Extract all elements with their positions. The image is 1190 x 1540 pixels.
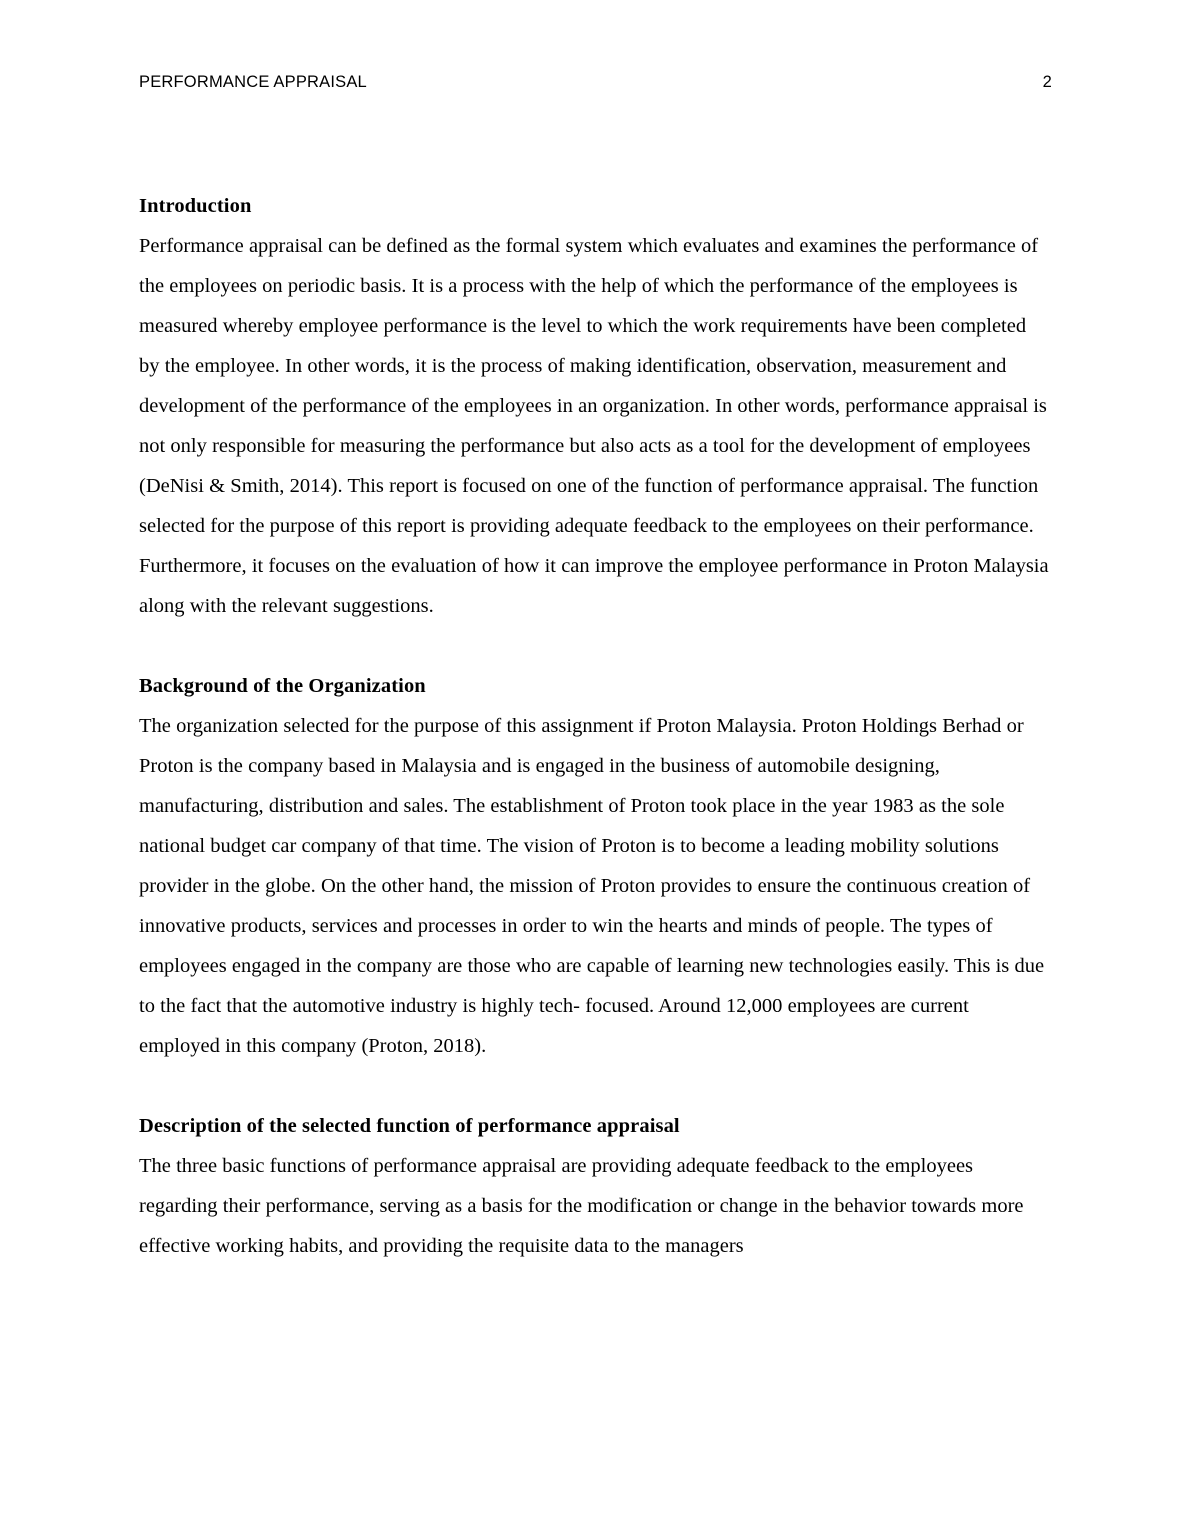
section-heading: Introduction bbox=[139, 195, 252, 217]
section-paragraph: Performance appraisal can be defined as the formal system which evaluates and examines the performance of the employees on periodic basis. It is a process with the help of which the performance of the employees is measured whereby employee performance is the level to which the work requirements have been completed by the employee. In other words, it is the process of making identification, observation, measurement and development of the performance of the employees in an organization. In other words, performance appraisal is not only responsible for measuring the performance but also acts as a tool for the development of employees (DeNisi & Smith, 2014). This report is focused on one of the function of performance appraisal. The function selected for the purpose of this report is providing adequate feedback to the employees on their performance. Furthermore, it focuses on the evaluation of how it can improve the employee performance in Proton Malaysia along with the relevant suggestions. bbox=[139, 235, 1049, 617]
section-introduction bbox=[139, 186, 1049, 626]
section-paragraph: The three basic functions of performance appraisal are providing adequate feedback to the employees regarding their performance, serving as a basis for the modification or change in the behavior towards more effective working habits, and providing the requisite data to the managers bbox=[139, 1155, 1024, 1257]
document-body bbox=[139, 186, 1049, 1266]
running-header bbox=[139, 70, 1052, 94]
section-background-of-the-organization bbox=[139, 666, 1049, 1066]
page-number: 2 bbox=[1042, 73, 1052, 91]
running-header-title: PERFORMANCE APPRAISAL bbox=[139, 73, 367, 91]
section-heading: Background of the Organization bbox=[139, 675, 426, 697]
section-heading: Description of the selected function of performance appraisal bbox=[139, 1115, 680, 1137]
section-description-of-selected-function bbox=[139, 1106, 1049, 1266]
section-paragraph: The organization selected for the purpose of this assignment if Proton Malaysia. Proton Holdings Berhad or Proton is the company based in Malaysia and is engaged in the business of automobile designing, manufacturing, distribution and sales. The establishment of Proton took place in the year 1983 as the sole national budget car company of that time. The vision of Proton is to become a leading mobility solutions provider in the globe. On the other hand, the mission of Proton provides to ensure the continuous creation of innovative products, services and processes in order to win the hearts and minds of people. The types of employees engaged in the company are those who are capable of learning new technologies easily. This is due to the fact that the automotive industry is highly tech- focused. Around 12,000 employees are current employed in this company (Proton, 2018). bbox=[139, 715, 1045, 1057]
